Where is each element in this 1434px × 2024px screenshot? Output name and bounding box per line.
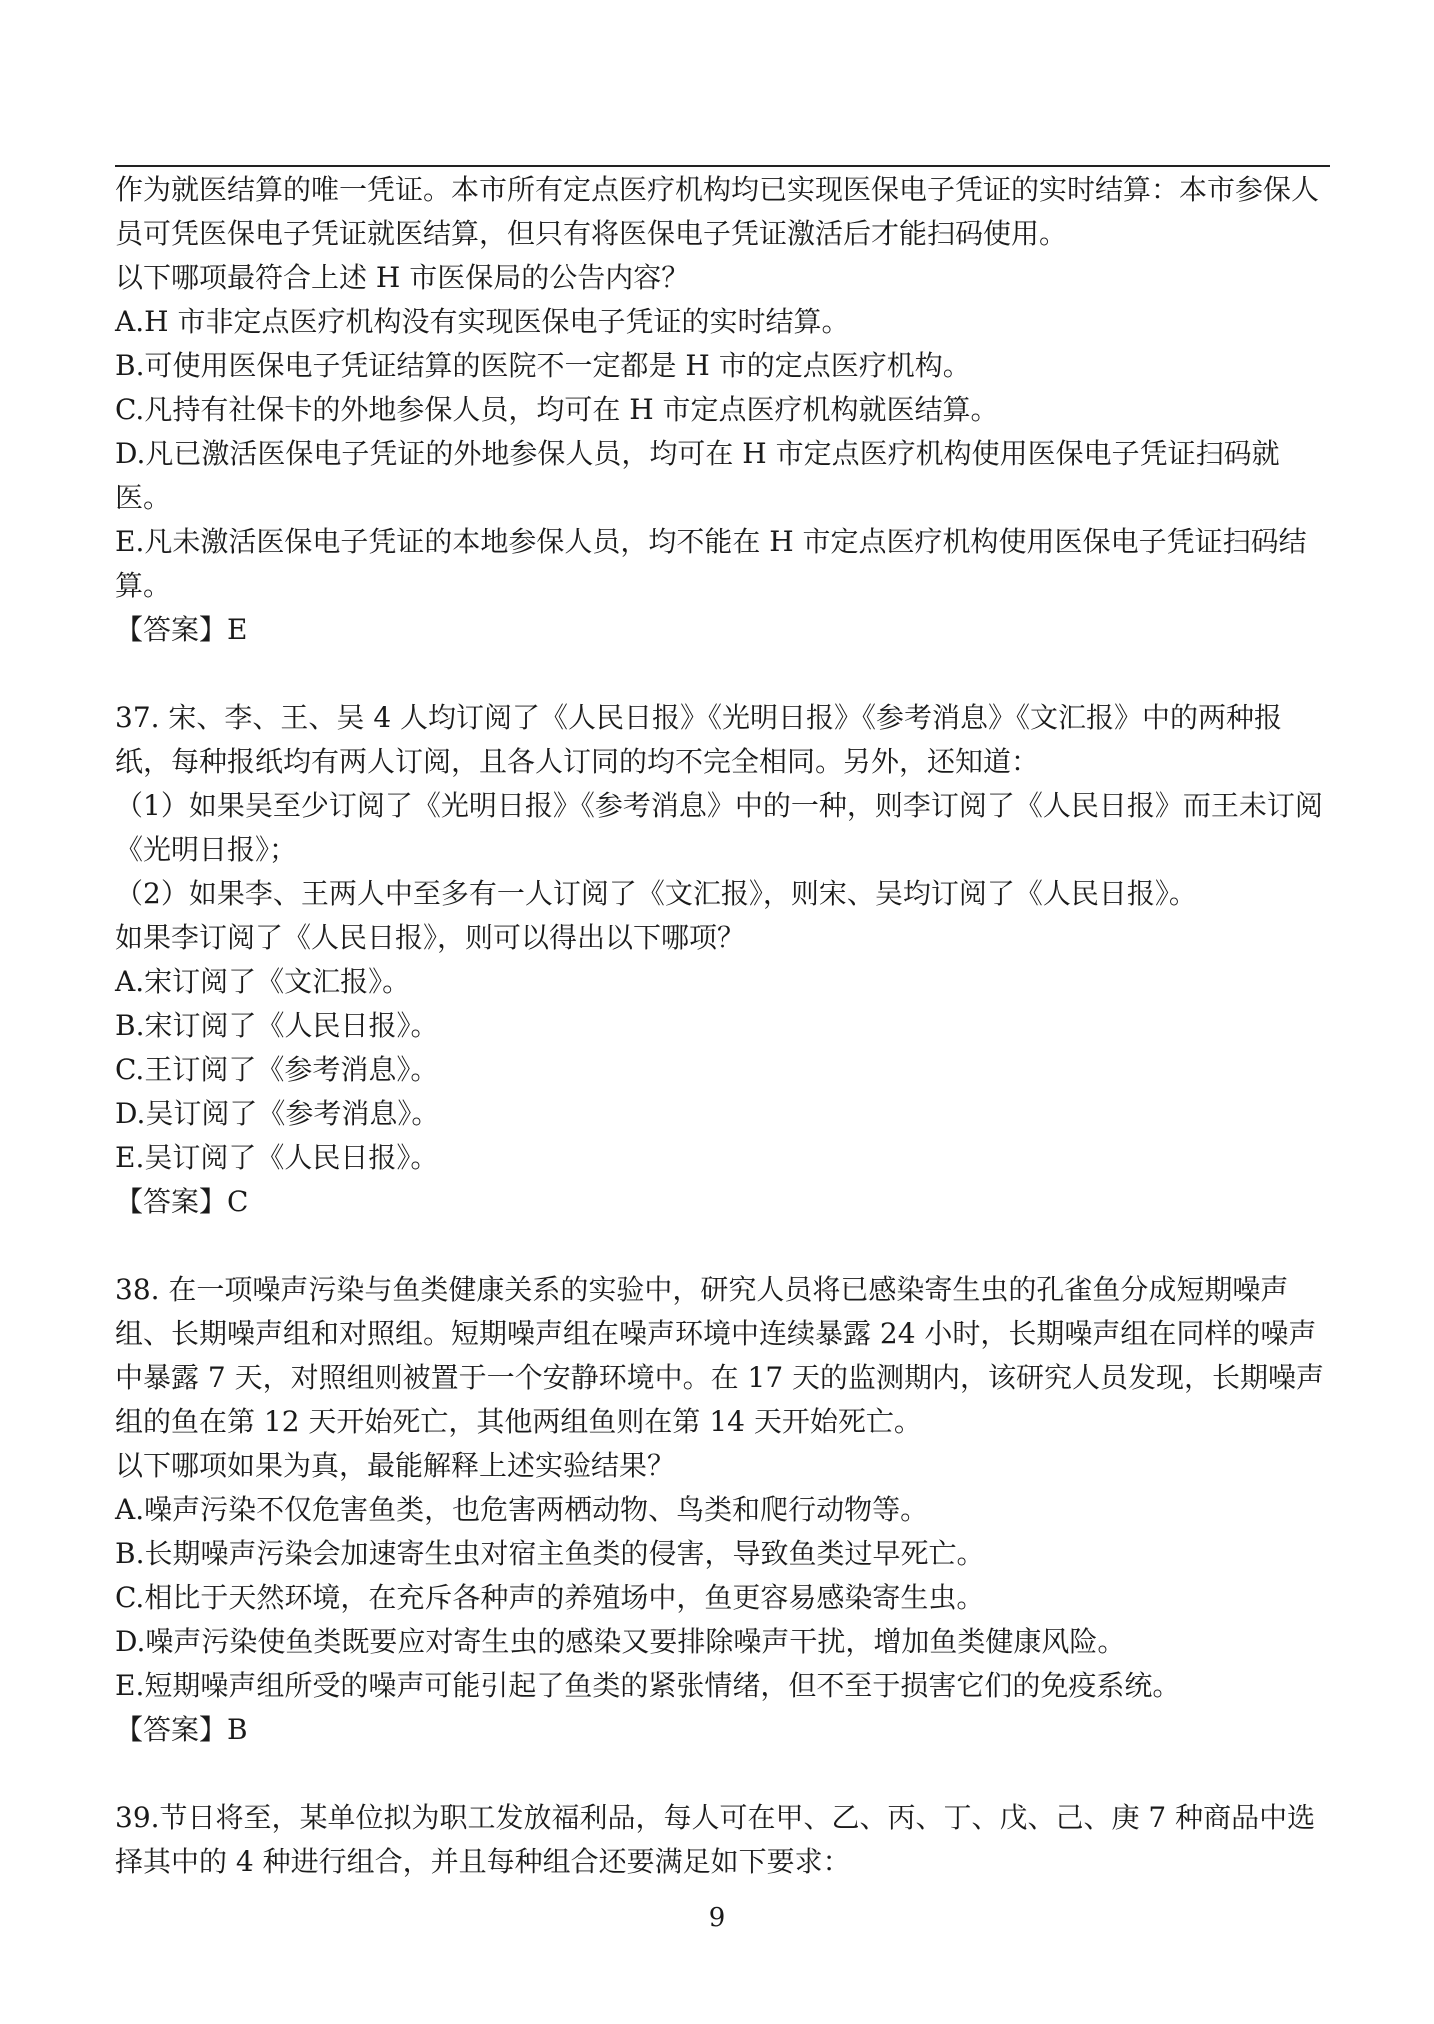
page-content [115, 168, 1330, 1884]
option-b: B.可使用医保电子凭证结算的医院不一定都是 H 市的定点医疗机构。 [115, 349, 971, 382]
option-c: C.凡持有社保卡的外地参保人员，均可在 H 市定点医疗机构就医结算。 [115, 393, 999, 426]
question-stem: 以下哪项最符合上述 H 市医保局的公告内容？ [115, 261, 690, 294]
page-number: 9 [708, 1903, 726, 1933]
condition-1: （1）如果吴至少订阅了《光明日报》《参考消息》中的一种，则李订阅了《人民日报》而王未订阅《光明日报》； [115, 789, 1323, 866]
question-39 [115, 1796, 1330, 1884]
question-text: 38. 在一项噪声污染与鱼类健康关系的实验中，研究人员将已感染寄生虫的孔雀鱼分成短期噪声组、长期噪声组和对照组。短期噪声组在噪声环境中连续暴露 24 小时，长期噪声组在同样的噪声中暴露 7 天，对照组则被置于一个安静环境中。在 17 天的监测期内，该研究人员发现，长期噪声组的鱼在第 12 天开始死亡，其他两组鱼则在第 14 天开始死亡。 [115, 1273, 1325, 1438]
option-c: C.相比于天然环境，在充斥各种声的养殖场中，鱼更容易感染寄生虫。 [115, 1581, 985, 1614]
option-b: B.长期噪声污染会加速寄生虫对宿主鱼类的侵害，导致鱼类过早死亡。 [115, 1537, 985, 1570]
option-e: E.吴订阅了《人民日报》。 [115, 1141, 439, 1174]
option-e: E.短期噪声组所受的噪声可能引起了鱼类的紧张情绪，但不至于损害它们的免疫系统。 [115, 1669, 1181, 1702]
question-38 [115, 1268, 1330, 1752]
question-stem: 如果李订阅了《人民日报》，则可以得出以下哪项？ [115, 921, 746, 954]
option-e: E.凡未激活医保电子凭证的本地参保人员，均不能在 H 市定点医疗机构使用医保电子凭证扫码结算。 [115, 525, 1307, 602]
option-b: B.宋订阅了《人民日报》。 [115, 1009, 439, 1042]
option-a: A.H 市非定点医疗机构没有实现医保电子凭证的实时结算。 [115, 305, 850, 338]
passage-text: 作为就医结算的唯一凭证。本市所有定点医疗机构均已实现医保电子凭证的实时结算：本市参保人员可凭医保电子凭证就医结算，但只有将医保电子凭证激活后才能扫码使用。 [115, 173, 1320, 250]
option-d: D.凡已激活医保电子凭证的外地参保人员，均可在 H 市定点医疗机构使用医保电子凭证扫码就医。 [115, 437, 1280, 514]
answer: 【答案】B [115, 1713, 248, 1746]
option-a: A.噪声污染不仅危害鱼类，也危害两栖动物、鸟类和爬行动物等。 [115, 1493, 929, 1526]
question-text: 39.节日将至，某单位拟为职工发放福利品，每人可在甲、乙、丙、丁、戊、己、庚 7 种商品中选择其中的 4 种进行组合，并且每种组合还要满足如下要求： [115, 1801, 1316, 1878]
spacer [115, 652, 1330, 696]
option-a: A.宋订阅了《文汇报》。 [115, 965, 411, 998]
question-37 [115, 696, 1330, 1224]
spacer [115, 1224, 1330, 1268]
spacer [115, 1752, 1330, 1796]
option-d: D.吴订阅了《参考消息》。 [115, 1097, 440, 1130]
answer: 【答案】C [115, 1185, 249, 1218]
question-36-continuation [115, 168, 1330, 652]
option-c: C.王订阅了《参考消息》。 [115, 1053, 439, 1086]
question-text: 37. 宋、李、王、吴 4 人均订阅了《人民日报》《光明日报》《参考消息》《文汇报》中的两种报纸，每种报纸均有两人订阅，且各人订同的均不完全相同。另外，还知道： [115, 701, 1283, 778]
header-rule [115, 165, 1330, 167]
question-stem: 以下哪项如果为真，最能解释上述实验结果？ [115, 1449, 676, 1482]
answer: 【答案】E [115, 613, 248, 646]
option-d: D.噪声污染使鱼类既要应对寄生虫的感染又要排除噪声干扰，增加鱼类健康风险。 [115, 1625, 1126, 1658]
condition-2: （2）如果李、王两人中至多有一人订阅了《文汇报》，则宋、吴均订阅了《人民日报》。 [115, 877, 1197, 910]
